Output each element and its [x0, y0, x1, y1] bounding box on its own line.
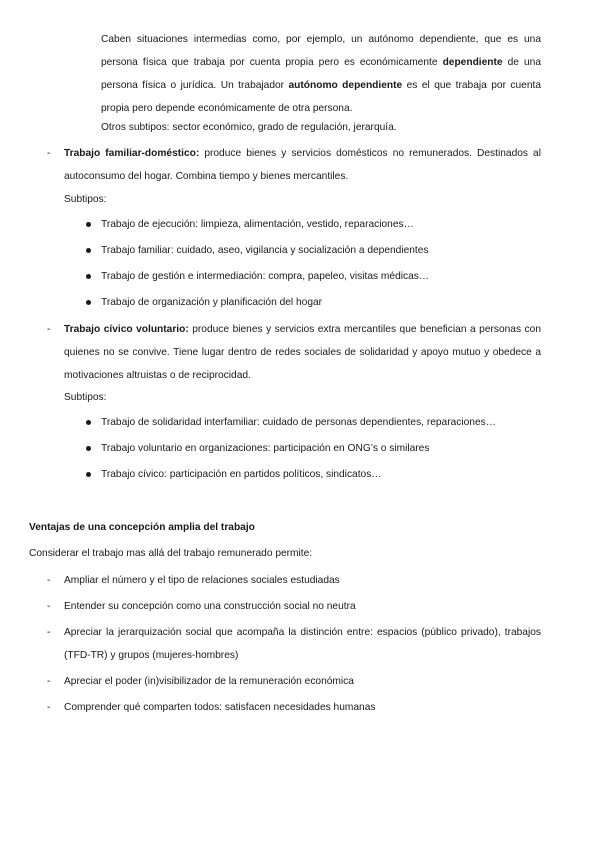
ventajas-dash: -: [47, 702, 51, 713]
familiar-dash: -: [47, 148, 51, 159]
ventajas-dash: -: [47, 601, 51, 612]
ventajas-dash: -: [47, 575, 51, 586]
bullet-dot: [86, 446, 91, 451]
bullet-dot: [86, 472, 91, 477]
familiar-subtipos-label: Subtipos:: [64, 194, 107, 205]
ventajas-item-3: Apreciar la jerarquización social que acompaña la distinción entre: espacios (público privado), trabajos (TFD-TR) y grupos (mujeres-hombres): [64, 627, 541, 661]
familiar-item-2: Trabajo familiar: cuidado, aseo, vigilancia y socialización a dependientes: [101, 245, 429, 256]
bullet-dot: [86, 248, 91, 253]
civico-dash: -: [47, 324, 51, 335]
civico-paragraph: [64, 318, 541, 387]
intro-paragraph: [101, 28, 541, 120]
familiar-item-3: Trabajo de gestión e intermediación: compra, papeleo, visitas médicas…: [101, 271, 430, 282]
otros-subtipos: Otros subtipos: sector económico, grado de regulación, jerarquía.: [101, 122, 397, 133]
familiar-paragraph: [64, 142, 541, 188]
ventajas-dash: -: [47, 676, 51, 687]
intro-bold-dependiente: dependiente: [442, 57, 503, 68]
familiar-title: Trabajo familiar-doméstico:: [64, 148, 200, 159]
ventajas-item-5: Comprender qué comparten todos: satisfacen necesidades humanas: [64, 702, 376, 713]
ventajas-heading: [29, 516, 255, 539]
intro-bold-autonomo: autónomo dependiente: [288, 80, 403, 91]
ventajas-intro: Considerar el trabajo mas allá del trabajo remunerado permite:: [29, 548, 313, 559]
intro-text-a: Caben situaciones intermedias como, por ejemplo, un autónomo dependiente, que es una persona física que trabaja por cuenta propia pero es económicamente: [101, 34, 541, 68]
ventajas-dash: -: [47, 627, 51, 638]
civico-item-2: Trabajo voluntario en organizaciones: participación en ONG’s o similares: [101, 443, 430, 454]
bullet-dot: [86, 274, 91, 279]
civico-item-1: Trabajo de solidaridad interfamiliar: cuidado de personas dependientes, reparaciones…: [101, 417, 496, 428]
familiar-item-4: Trabajo de organización y planificación del hogar: [101, 297, 323, 308]
ventajas-item-4: Apreciar el poder (in)visibilizador de la remuneración económica: [64, 676, 354, 687]
familiar-text: produce bienes y servicios domésticos no remunerados. Destinados al autoconsumo del hogar. Combina tiempo y bienes mercantiles.: [64, 148, 541, 182]
bullet-dot: [86, 420, 91, 425]
ventajas-item-1: Ampliar el número y el tipo de relaciones sociales estudiadas: [64, 575, 340, 586]
ventajas-heading-text: Ventajas de una concepción amplia del trabajo: [29, 522, 255, 533]
civico-text: produce bienes y servicios extra mercantiles que benefician a personas con quienes no se convive. Tiene lugar dentro de redes sociales de solidaridad y apoyo mutuo y obedece a motivaciones altruistas o de reciprocidad.: [64, 324, 541, 381]
bullet-dot: [86, 300, 91, 305]
civico-subtipos-label: Subtipos:: [64, 392, 107, 403]
familiar-item-1: Trabajo de ejecución: limpieza, alimentación, vestido, reparaciones…: [101, 219, 414, 230]
intro-text-e: es el que trabaja por cuenta propia pero depende económicamente de otra persona.: [101, 80, 542, 114]
civico-title: Trabajo cívico voluntario:: [64, 324, 189, 335]
bullet-dot: [86, 222, 91, 227]
civico-item-3: Trabajo cívico: participación en partidos políticos, sindicatos…: [101, 469, 382, 480]
intro-text-c: de una persona física o jurídica. Un trabajador: [101, 57, 541, 91]
ventajas-item-2: Entender su concepción como una construcción social no neutra: [64, 601, 356, 612]
